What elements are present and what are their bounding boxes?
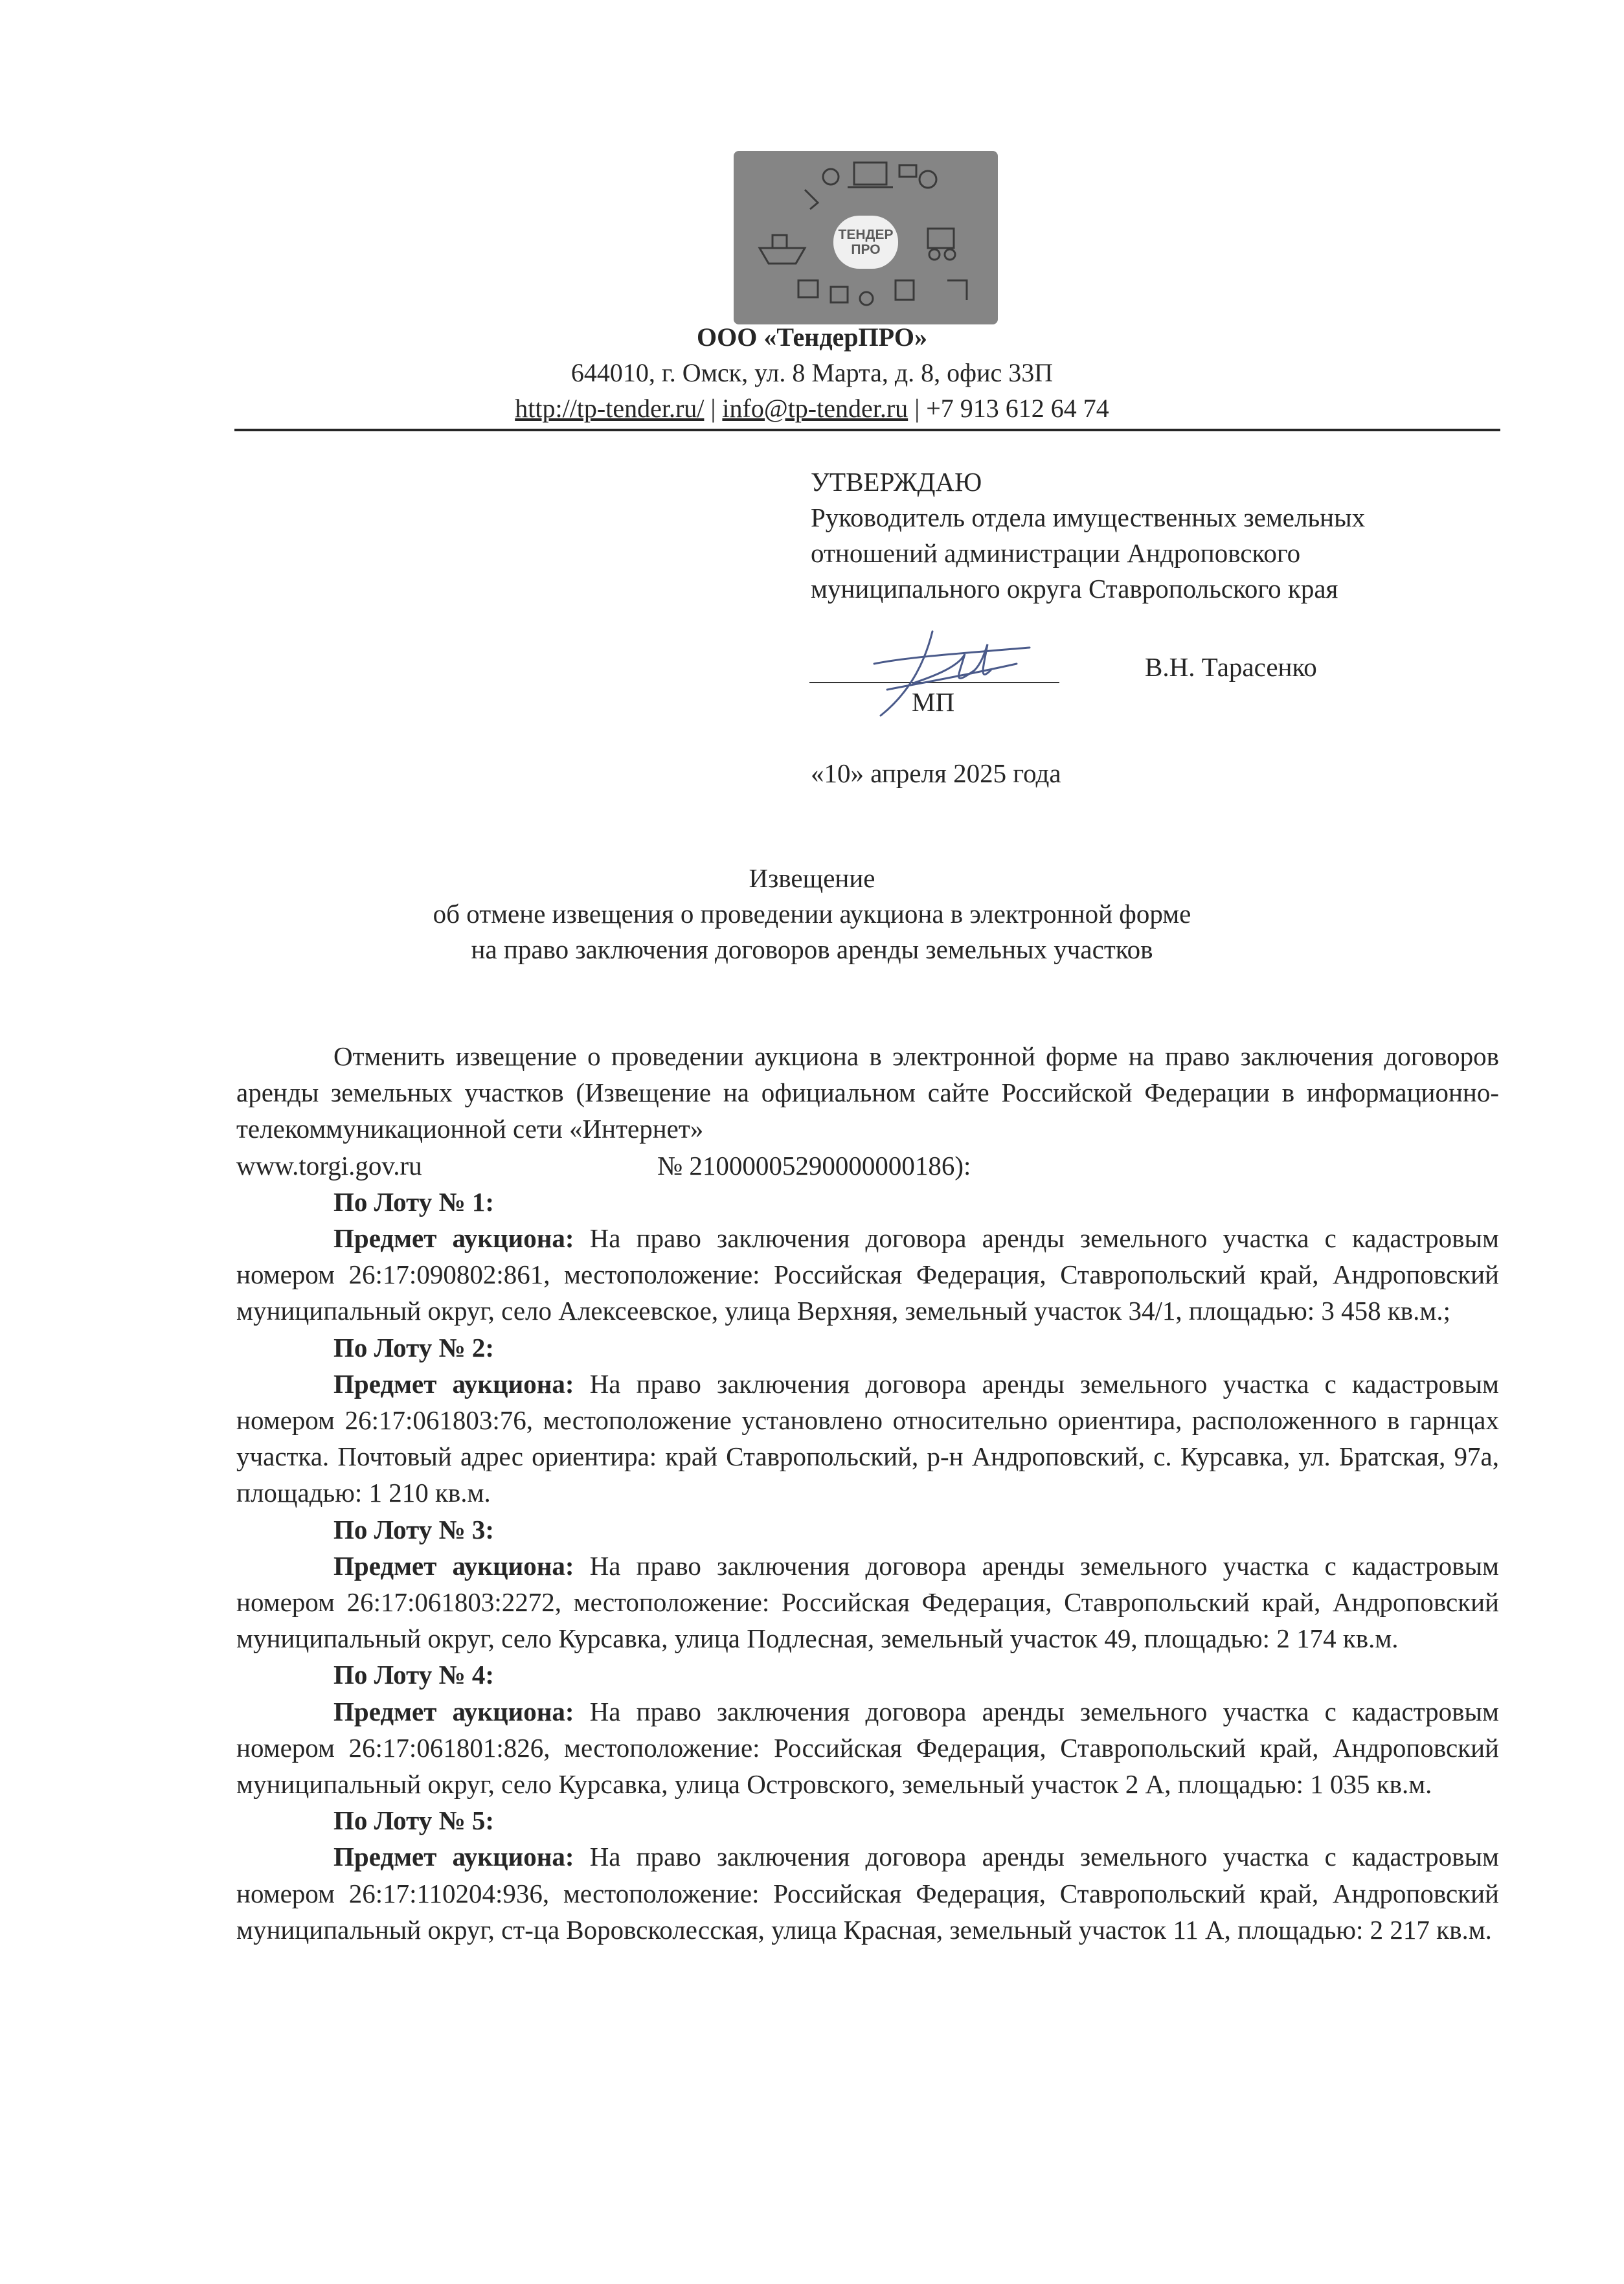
- wrench-icon: [805, 190, 818, 209]
- approval-title: УТВЕРЖДАЮ: [811, 467, 982, 497]
- approval-position-line: муниципального округа Ставропольского края: [811, 574, 1338, 604]
- notice-number: № 21000005290000000186):: [657, 1150, 971, 1181]
- envelope-icon: [899, 165, 916, 177]
- intro-paragraph: Отменить извещение о проведении аукциона в электронной форме на право заключения договоров аренды земельных участков (Извещение на официальном сайте Российской Федерации в информационно-телекоммуникационной сети «Интернет»: [236, 1041, 1499, 1144]
- subject-text: На право заключения договора аренды земельного участка с кадастровым номером 26:17:061801:826, местоположение: Российская Федерация, Ставропольский край, Андроповский муниципальный округ, село Курсавка, улица Островского, земельный участок 2 А, площадью: 1 035 кв.м.: [236, 1696, 1499, 1800]
- document-body: [236, 1038, 1499, 1948]
- truck-icon: [928, 229, 954, 248]
- subject-label: Предмет аукциона:: [333, 1696, 574, 1726]
- document-subtitle-line: на право заключения договоров аренды земельных участков: [471, 934, 1153, 964]
- company-address: 644010, г. Омск, ул. 8 Марта, д. 8, офис 33П: [570, 358, 1054, 387]
- box-icon: [831, 287, 848, 302]
- approval-position-line: отношений администрации Андроповского: [811, 538, 1301, 568]
- subject-label: Предмет аукциона:: [333, 1550, 574, 1581]
- laptop-icon: [854, 163, 886, 185]
- shopping-bag-icon: [896, 280, 914, 300]
- subject-text: На право заключения договора аренды земельного участка с кадастровым номером 26:17:061803:2272, местоположение: Российская Федерация, Ставропольский край, Андроповский муниципальный округ, село Курсавка, улица Подлесная, земельный участок 49, площадью: 2 174 кв.м.: [236, 1550, 1499, 1654]
- lot-heading: По Лоту № 3:: [333, 1514, 495, 1544]
- lot-heading: По Лоту № 4:: [333, 1660, 495, 1690]
- forklift-icon: [947, 280, 967, 300]
- document-title: Извещение: [749, 863, 875, 893]
- subject-text: На право заключения договора аренды земельного участка с кадастровым номером 26:17:090802:861, местоположение: Российская Федерация, Ставропольский край, Андроповский муниципальный округ, село Алексеевское, улица Верхняя, земельный участок 34/1, площадью: 3 458 кв.м.;: [236, 1223, 1499, 1326]
- subject-label: Предмет аукциона:: [333, 1842, 574, 1872]
- torgi-site: www.torgi.gov.ru: [236, 1150, 422, 1181]
- approval-date: «10» апреля 2025 года: [811, 758, 1061, 788]
- house-icon: [798, 280, 818, 297]
- lot-subject: [236, 1838, 1499, 1948]
- globe-icon: [919, 171, 936, 188]
- signer-name: В.Н. Тарасенко: [1145, 652, 1317, 682]
- logo-text-line2: ПРО: [851, 242, 881, 257]
- subject-label: Предмет аукциона:: [333, 1223, 574, 1254]
- header-divider: [234, 429, 1500, 431]
- lot-subject: [236, 1693, 1499, 1803]
- website-link[interactable]: http://tp-tender.ru/: [515, 394, 705, 423]
- lot-heading: По Лоту № 5:: [333, 1805, 495, 1836]
- logo-text-line1: ТЕНДЕР: [838, 227, 894, 242]
- lot-subject: [236, 1366, 1499, 1511]
- lot-heading: По Лоту № 1:: [333, 1186, 495, 1217]
- phone-number: +7 913 612 64 74: [926, 394, 1109, 423]
- company-name: ООО «ТендерПРО»: [697, 322, 927, 352]
- ship-icon: [760, 248, 805, 264]
- document-subtitle-line: об отмене извещения о проведении аукциона в электронной форме: [433, 899, 1191, 929]
- intro-notice-line: [236, 1148, 1499, 1184]
- approval-position-line: Руководитель отдела имущественных земельных: [811, 503, 1366, 532]
- contact-separator: |: [914, 394, 920, 423]
- email-link[interactable]: info@tp-tender.ru: [722, 394, 908, 423]
- contact-separator: |: [710, 394, 716, 423]
- subject-label: Предмет аукциона:: [333, 1368, 574, 1399]
- company-logo: [734, 151, 998, 324]
- stamp-label: МП: [912, 687, 955, 717]
- lot-heading: По Лоту № 2:: [333, 1332, 495, 1362]
- subject-text: На право заключения договора аренды земельного участка с кадастровым номером 26:17:061803:76, местоположение установлено относительно ориентира, расположенного в гарнцах участка. Почтовый адрес ориентира: край Ставропольский, р-н Андроповский, с. Курсавка, ул. Братская, 97а, площадью: 1 210 кв.м.: [236, 1368, 1499, 1508]
- handwritten-signature: [861, 618, 1055, 722]
- subject-text: На право заключения договора аренды земельного участка с кадастровым номером 26:17:110204:936, местоположение: Российская Федерация, Ставропольский край, Андроповский муниципальный округ, ст-ца Воровсколесская, улица Красная, земельный участок 11 А, площадью: 2 217 кв.м.: [236, 1842, 1499, 1945]
- location-pin-icon: [860, 292, 873, 305]
- lot-subject: [236, 1220, 1499, 1329]
- logo-badge: [833, 216, 898, 269]
- lot-subject: [236, 1548, 1499, 1657]
- clock-icon: [823, 169, 839, 185]
- company-contacts: [0, 393, 1624, 424]
